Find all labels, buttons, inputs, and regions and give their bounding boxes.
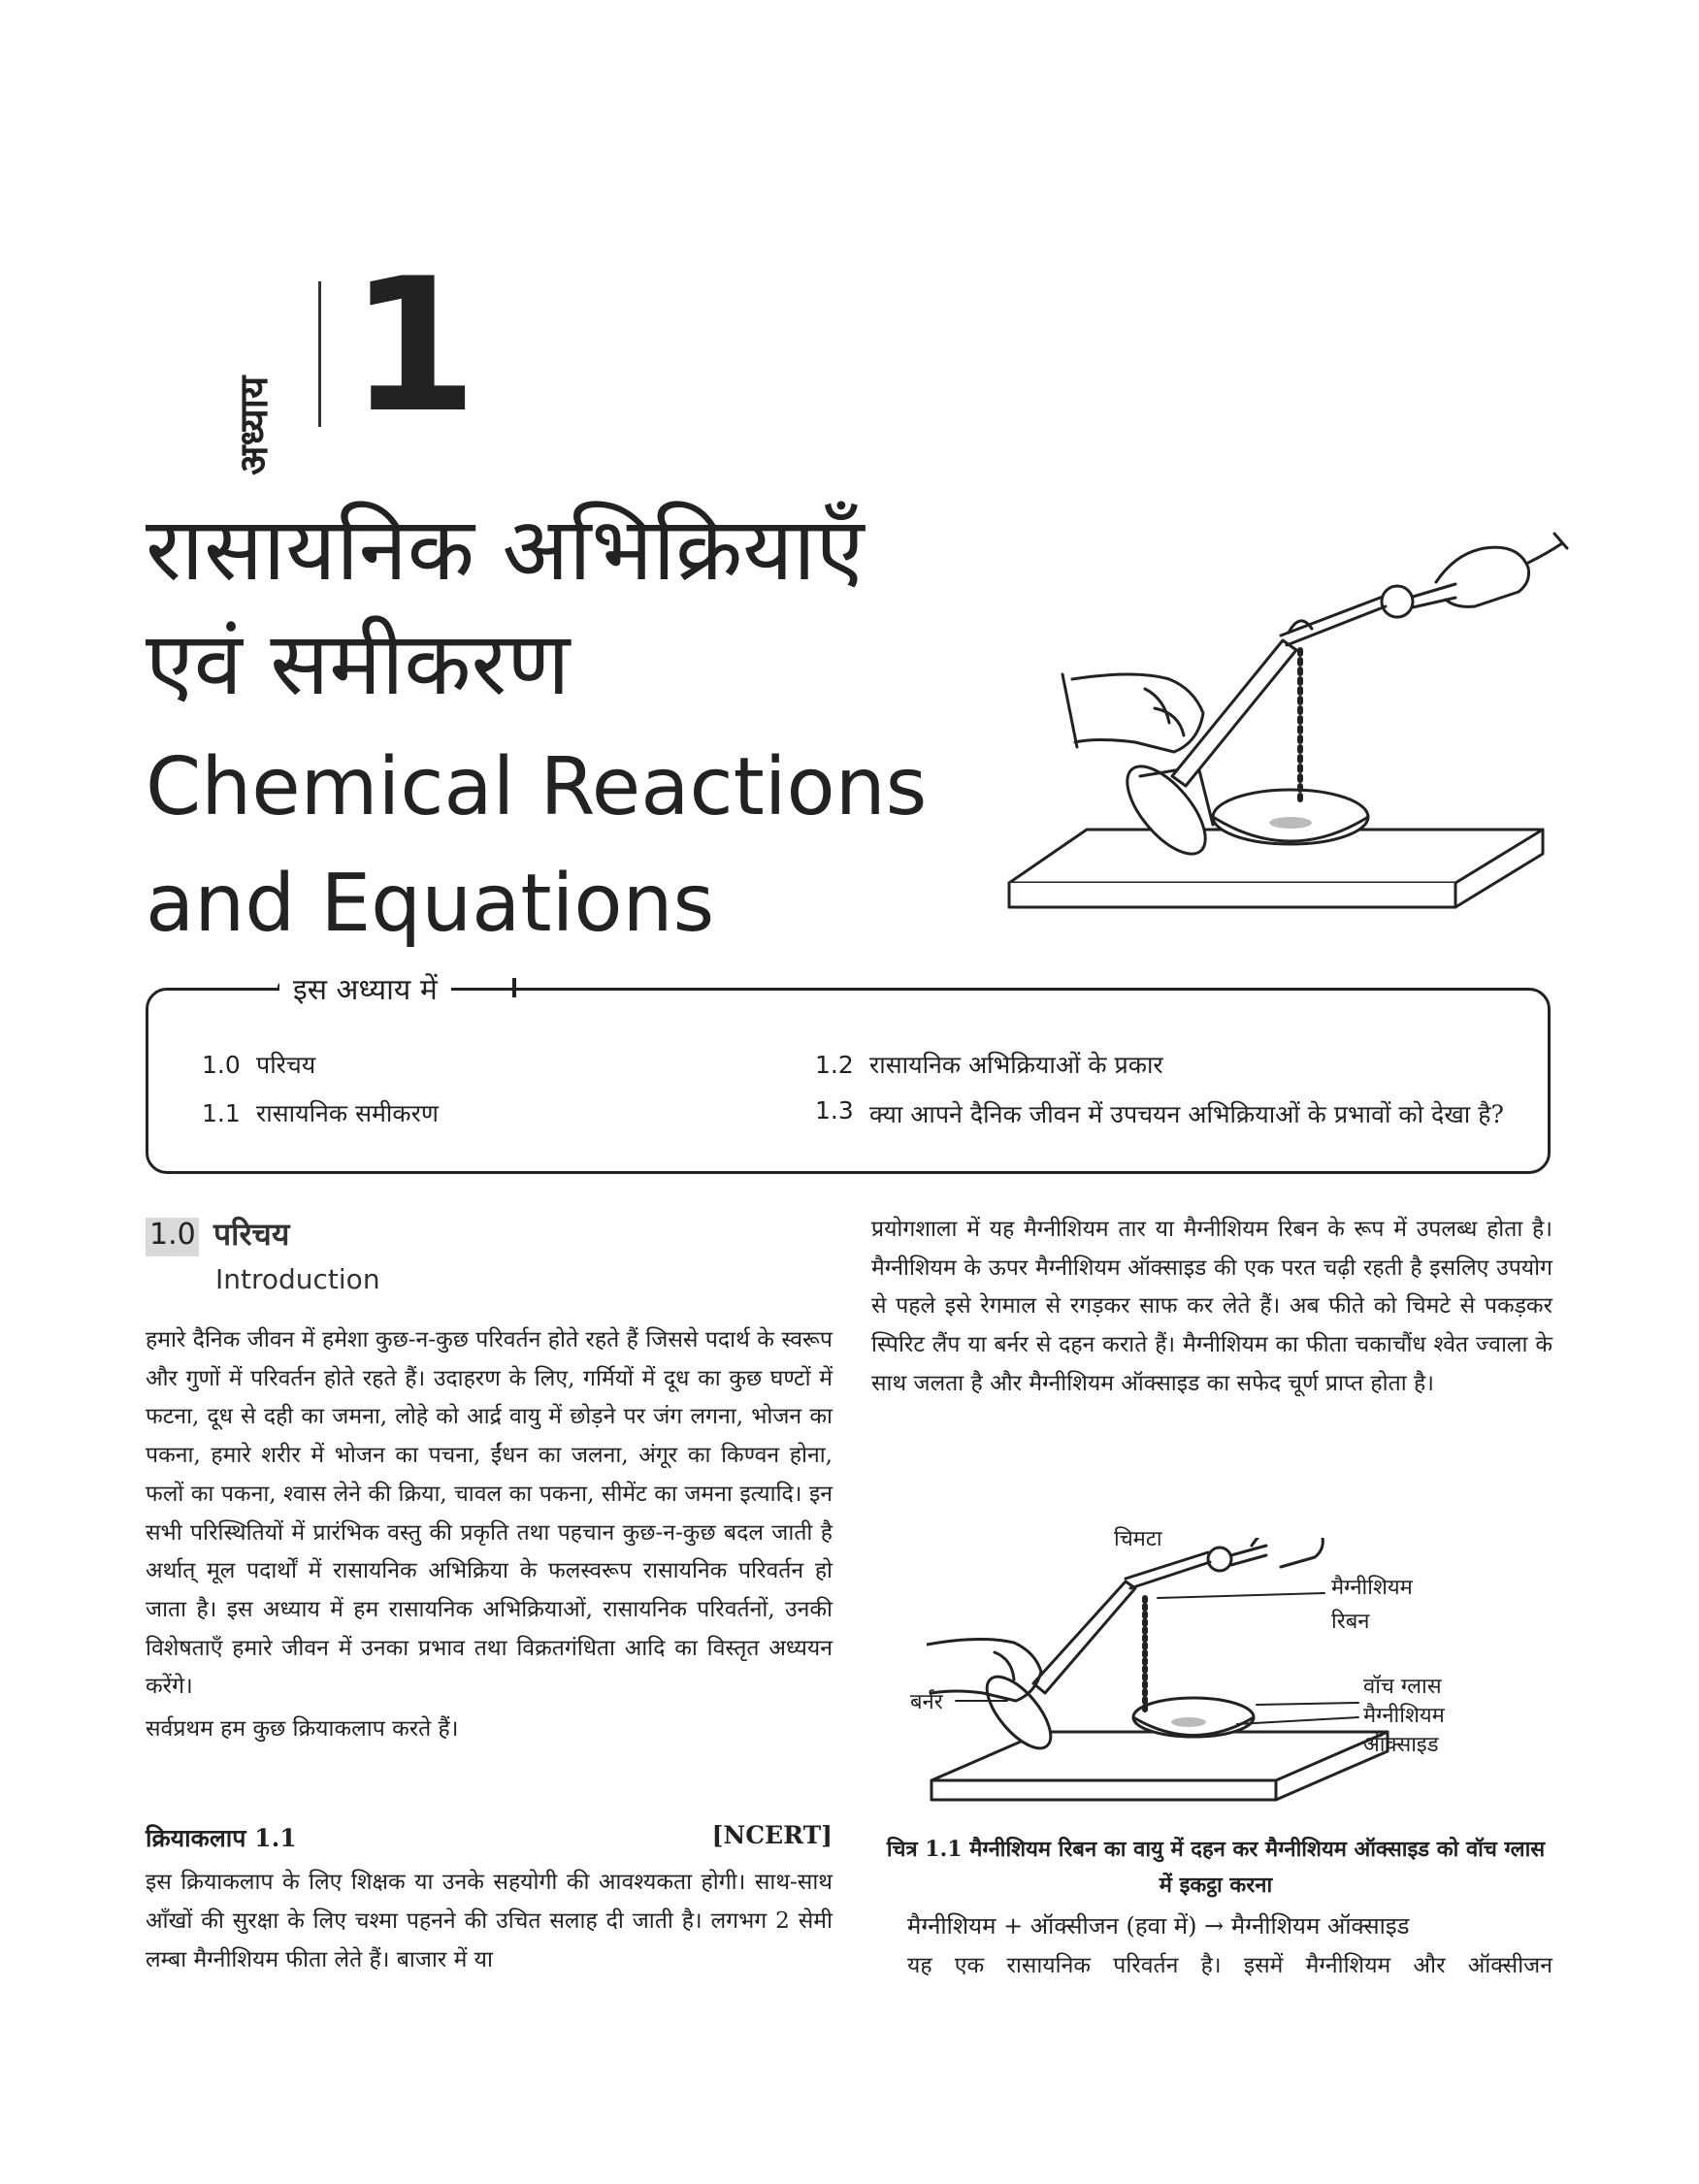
toc-item: [202, 1096, 439, 1129]
burning-ribbon-illustration: [999, 514, 1572, 941]
chapter-title-english: [146, 730, 1019, 962]
word-equation: मैग्नीशियम + ऑक्सीजन (हवा में) → मैग्नीशियम ऑक्साइड: [907, 1912, 1410, 1940]
in-chapter-heading: इस अध्याय में: [279, 968, 451, 1008]
section-title-english: Introduction: [215, 1263, 380, 1295]
title-hindi-line1: रासायनिक अभिक्रियाएँ: [146, 499, 865, 601]
intro-paragraph: [146, 1321, 833, 1749]
in-chapter-box: [146, 988, 1551, 1174]
chapter-number: 1: [349, 239, 478, 453]
toc-item-label: रासायनिक समीकरण: [256, 1099, 439, 1127]
toc-item-number: 1.2: [815, 1051, 854, 1079]
chapter-word: अध्याय: [231, 375, 277, 475]
activity-paragraph: इस क्रियाकलाप के लिए शिक्षक या उनके सहयोगी की आवश्यकता होगी। साथ-साथ आँखों की सुरक्षा के लिए चश्मा पहनने की उचित सलाह दी जाती है। लगभग 2 सेमी लम्बा मैग्नीशियम फीता लेते हैं। बाजार में या: [146, 1870, 833, 1972]
toc-item-label: क्या आपने दैनिक जीवन में उपचयन अभिक्रियाओं के प्रभावों को देखा है?: [869, 1100, 1504, 1128]
label-ribbon-line2: रिबन: [1331, 1610, 1370, 1634]
label-ribbon-line1: मैग्नीशियम: [1331, 1576, 1413, 1600]
label-mgo-line2: ऑक्साइड: [1363, 1733, 1439, 1757]
title-hindi-line2: एवं समीकरण: [146, 613, 571, 715]
chapter-title-hindi: [146, 493, 1019, 722]
chapter-divider: [318, 281, 321, 427]
title-english-line1: Chemical Reactions: [146, 741, 928, 833]
toc-item-number: 1.3: [815, 1096, 854, 1125]
label-tongs: चिमटा: [1114, 1527, 1162, 1551]
activity-heading: [146, 1821, 833, 1854]
toc-item: [815, 1048, 1163, 1081]
label-mgo-line1: मैग्नीशियम: [1363, 1704, 1445, 1728]
activity-tag: [NCERT]: [711, 1821, 833, 1849]
continuation-line: यह एक रासायनिक परिवर्तन है। इसमें मैग्नीशियम और ऑक्सीजन: [907, 1953, 1552, 1978]
right-paragraph: प्रयोगशाला में यह मैग्नीशियम तार या मैग्नीशियम रिबन के रूप में उपलब्ध होता है। मैग्नीशियम के ऊपर मैग्नीशियम ऑक्साइड की एक परत चढ़ी रहती है इसलिए उपयोग से पहले इसे रेगमाल से रगड़कर साफ कर लेते हैं। अब फीते को चिमटे से पकड़कर स्पिरिट लैंप या बर्नर से दहन कराते हैं। मैग्नीशियम का फीता चकाचौंध श्वेत ज्वाला के साथ जलता है और मैग्नीशियम ऑक्साइड का सफेद चूर्ण प्राप्त होता है।: [871, 1217, 1552, 1396]
section-number: 1.0: [149, 1218, 196, 1252]
toc-item: [202, 1048, 315, 1081]
intro-text: हमारे दैनिक जीवन में हमेशा कुछ-न-कुछ परिवर्तन होते रहते हैं जिससे पदार्थ के स्वरूप और गुणों में परिवर्तन होते रहते हैं। उदाहरण के लिए, गर्मियों में दूध का कुछ घण्टों में फटना, दूध से दही का जमना, लोहे को आर्द्र वायु में छोड़ने पर जंग लगना, भोजन का पकना, हमारे शरीर में भोजन का पचना, ईंधन का जलना, अंगूर का किण्वन होना, फलों का पकना, श्वास लेने की क्रिया, चावल का पकना, सीमेंट का जमना इत्यादि। इन सभी परिस्थितियों में प्रारंभिक वस्तु की प्रकृति तथा पहचान कुछ-न-कुछ बदल जाती है अर्थात् मूल पदार्थों में रासायनिक अभिक्रिया के फलस्वरूप रासायनिक परिवर्तन हो जाता है। इस अध्याय में हम रासायनिक अभिक्रियाओं, रासायनिक परिवर्तनों, उनकी विशेषताएँ हमारे जीवन में उनका प्रभाव तथा विक्रतगंधिता आदि का विस्तृत अध्ययन करेंगे।: [146, 1327, 833, 1700]
toc-item: [815, 1096, 1514, 1133]
first-line: सर्वप्रथम हम कुछ क्रियाकलाप करते हैं।: [146, 1716, 459, 1743]
section-title: परिचय: [213, 1216, 290, 1253]
figure-caption: चित्र 1.1 मैग्नीशियम रिबन का वायु में दहन कर मैग्नीशियम ऑक्साइड को वॉच ग्लास में इकट्ठा करना: [886, 1837, 1546, 1898]
toc-item-number: 1.1: [202, 1099, 241, 1127]
toc-item-label: परिचय: [256, 1051, 316, 1079]
box-ornament-bar: [512, 978, 516, 997]
label-watch-glass: वॉच ग्लास: [1363, 1675, 1442, 1699]
label-burner: बर्नर: [910, 1690, 943, 1714]
toc-item-label: रासायनिक अभिक्रियाओं के प्रकार: [869, 1051, 1163, 1079]
activity-title: क्रियाकलाप 1.1: [146, 1824, 297, 1852]
title-english-line2: and Equations: [146, 858, 715, 950]
toc-item-number: 1.0: [202, 1051, 241, 1079]
